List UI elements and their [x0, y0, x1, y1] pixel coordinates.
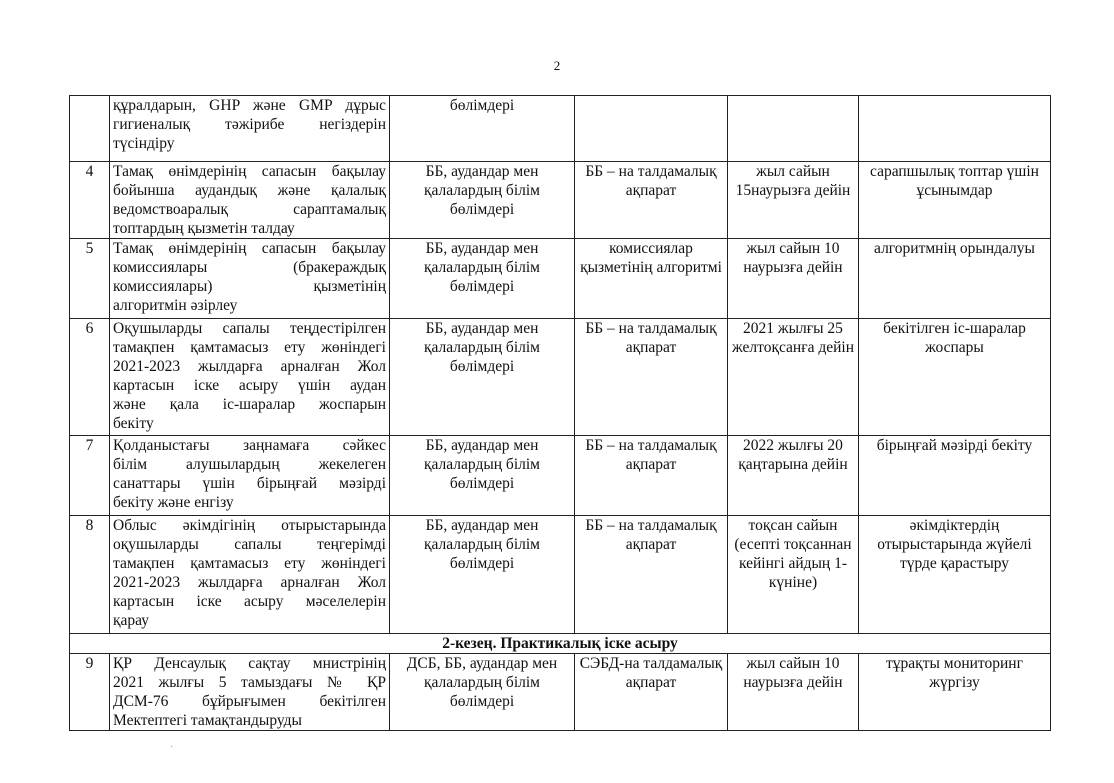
deadline: жыл сайын 10 наурызға дейін	[728, 654, 859, 731]
description-line: бекіту	[113, 415, 154, 432]
page-number: 2	[553, 58, 561, 73]
table-row	[70, 96, 1051, 162]
expected-result: бірыңғай мәзірді бекіту	[859, 436, 1051, 516]
completion-form	[575, 96, 728, 162]
description-line: білім алушылардың жекелеген	[113, 456, 386, 473]
description-line: қарау	[113, 612, 150, 629]
completion-form: СЭБД-на талдамалық ақпарат	[575, 654, 728, 731]
table-row	[70, 654, 1051, 731]
description-line: 2021 жылғы 5 тамыздағы № ҚР	[113, 674, 386, 691]
responsible-party: бөлімдері	[390, 96, 575, 162]
description-line: Қолданыстағы заңнамаға сәйкес	[113, 437, 386, 454]
description-line: 2021-2023 жылдарға арналған Жол	[113, 574, 386, 591]
row-number: 6	[70, 319, 110, 436]
completion-form: ББ – на талдамалық ақпарат	[575, 162, 728, 239]
action-plan-table	[69, 95, 1051, 731]
deadline: тоқсан сайын (есепті тоқсаннан кейінгі айдың 1-күніне)	[728, 516, 859, 634]
completion-form: ББ – на талдамалық ақпарат	[575, 436, 728, 516]
stage-heading: 2-кезең. Практикалық іске асыру	[70, 634, 1051, 654]
deadline: 2021 жылғы 25 желтоқсанға дейін	[728, 319, 859, 436]
description-line: ДСМ-76 бұйрығымен бекітілген	[113, 693, 386, 710]
row-number	[70, 96, 110, 162]
expected-result: тұрақты мониторинг жүргізу	[859, 654, 1051, 731]
description-line: ҚР Денсаулық сақтау мнистрінің	[113, 655, 386, 672]
table-row	[70, 516, 1051, 634]
activity-description	[110, 96, 390, 162]
activity-description	[110, 319, 390, 436]
description-line: алгоритмін әзірлеу	[113, 297, 238, 314]
activity-description	[110, 654, 390, 731]
deadline: жыл сайын 15наурызға дейін	[728, 162, 859, 239]
description-line: комиссиялары (бракераждық	[113, 259, 386, 276]
description-line: гигиеналық тәжірибе негіздерін	[113, 116, 386, 133]
responsible-party: ББ, аудандар мен қалалардың білім бөлімдері	[390, 162, 575, 239]
completion-form: комиссиялар қызметінің алгоритмі	[575, 239, 728, 319]
description-line: тамақпен қамтамасыз ету жөніндегі	[113, 555, 386, 572]
responsible-party: ББ, аудандар мен қалалардың білім бөлімдері	[390, 319, 575, 436]
responsible-party: ДСБ, ББ, аудандар мен қалалардың білім бөлімдері	[390, 654, 575, 731]
row-number: 7	[70, 436, 110, 516]
description-line: ведомствоаралық сараптамалық	[113, 201, 386, 218]
description-line: Мектептегі тамақтандыруды	[113, 712, 302, 729]
responsible-party: ББ, аудандар мен қалалардың білім бөлімдері	[390, 516, 575, 634]
responsible-party: ББ, аудандар мен қалалардың білім бөлімдері	[390, 239, 575, 319]
activity-description	[110, 436, 390, 516]
description-line: картасын іске асыру үшін аудан	[113, 377, 386, 394]
description-line: түсіндіру	[113, 135, 175, 152]
table-row	[70, 436, 1051, 516]
activity-description	[110, 239, 390, 319]
expected-result: алгоритмнің орындалуы	[859, 239, 1051, 319]
row-number: 8	[70, 516, 110, 634]
description-line: бойынша аудандық және қалалық	[113, 182, 386, 199]
deadline: жыл сайын 10 наурызға дейін	[728, 239, 859, 319]
description-line: 2021-2023 жылдарға арналған Жол	[113, 358, 386, 375]
description-line: санаттары үшін бірыңғай мәзірді	[113, 475, 386, 492]
row-number: 5	[70, 239, 110, 319]
description-line: және қала іс-шаралар жоспарын	[113, 396, 386, 413]
table-row	[70, 319, 1051, 436]
activity-description	[110, 162, 390, 239]
description-line: Облыс әкімдігінің отырыстарында	[113, 517, 386, 534]
description-line: бекіту және енгізу	[113, 494, 234, 511]
description-line: құралдарын, GHP және GMP дұрыс	[113, 97, 386, 114]
table-row	[70, 239, 1051, 319]
responsible-party: ББ, аудандар мен қалалардың білім бөлімдері	[390, 436, 575, 516]
description-line: оқушыларды сапалы теңгерімді	[113, 536, 386, 553]
description-line: комиссиялары) қызметінің	[113, 278, 386, 295]
row-number: 4	[70, 162, 110, 239]
description-line: топтардың қызметін талдау	[113, 220, 295, 237]
deadline	[728, 96, 859, 162]
description-line: Тамақ өнімдерінің сапасын бақылау	[113, 240, 386, 257]
description-line: Оқушыларды сапалы теңдестірілген	[113, 320, 386, 337]
completion-form: ББ – на талдамалық ақпарат	[575, 516, 728, 634]
stage-heading-row	[70, 634, 1051, 654]
activity-description	[110, 516, 390, 634]
expected-result: бекітілген іс-шаралар жоспары	[859, 319, 1051, 436]
expected-result: әкімдіктердің отырыстарында жүйелі түрде қарастыру	[859, 516, 1051, 634]
description-line: тамақпен қамтамасыз ету жөніндегі	[113, 339, 386, 356]
deadline: 2022 жылғы 20 қаңтарына дейін	[728, 436, 859, 516]
completion-form: ББ – на талдамалық ақпарат	[575, 319, 728, 436]
expected-result: сарапшылық топтар үшін ұсынымдар	[859, 162, 1051, 239]
table-row	[70, 162, 1051, 239]
description-line: картасын іске асыру мәселелерін	[113, 593, 386, 610]
scan-artifact: ·	[170, 742, 174, 753]
row-number: 9	[70, 654, 110, 731]
expected-result	[859, 96, 1051, 162]
description-line: Тамақ өнімдерінің сапасын бақылау	[113, 163, 386, 180]
